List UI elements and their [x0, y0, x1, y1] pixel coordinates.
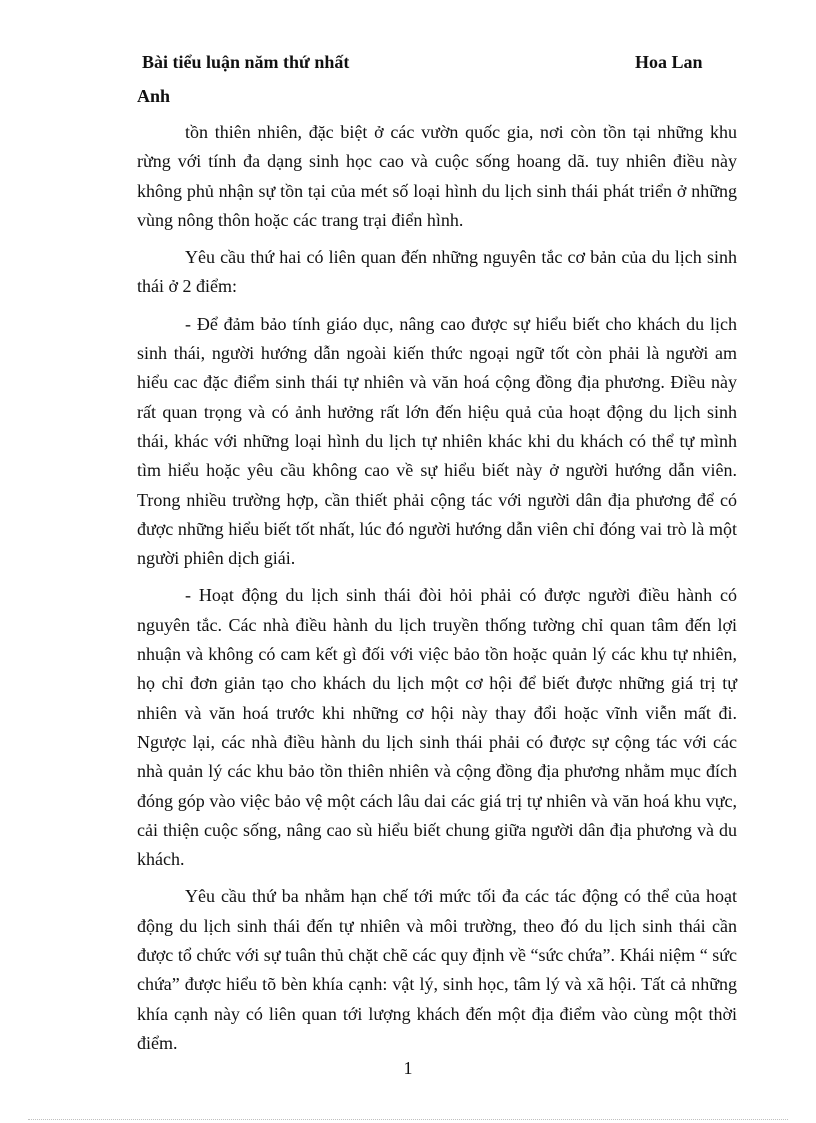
paragraph: tồn thiên nhiên, đặc biệt ở các vườn quốc gia, nơi còn tồn tại những khu rừng với tính đa dạng sinh học cao và cuộc sống hoang dã. tuy nhiên điều này không phủ nhận sự tồn tại của mét số loại hình du lịch sinh thái phát triển ở những vùng nông thôn hoặc các trang trại điển hình.	[137, 122, 737, 230]
paragraph: Yêu cầu thứ hai có liên quan đến những nguyên tắc cơ bản của du lịch sinh thái ở 2 điểm:	[137, 247, 737, 297]
header-title: Bài tiểu luận năm thứ nhất	[142, 52, 350, 72]
header-author-continuation: Anh	[137, 86, 171, 106]
body-text	[137, 118, 737, 1066]
page-number: 1	[403, 1058, 413, 1078]
paragraph: - Để đảm bảo tính giáo dục, nâng cao được sự hiểu biết cho khách du lịch sinh thái, người hướng dẫn ngoài kiến thức ngoại ngữ tốt còn phải là người am hiểu cac đặc điểm sinh thái tự nhiên và văn hoá cộng đồng địa phương. Điều này rất quan trọng và có ảnh hưởng rất lớn đến hiệu quả của hoạt động du lịch sinh thái, khác với những loại hình du lịch tự nhiên khác khi du khách có thể tự mình tìm hiểu hoặc yêu cầu không cao về sự hiểu biết này ở người hướng dẫn viên. Trong nhiều trường hợp, cần thiết phải cộng tác với người dân địa phương để có được những hiểu biết tốt nhất, lúc đó người hướng dẫn viên chỉ đóng vai trò là một người phiên dịch giái.	[137, 313, 737, 569]
page-bottom-divider	[28, 1119, 788, 1120]
paragraph: Yêu cầu thứ ba nhằm hạn chế tới mức tối đa các tác động có thể của hoạt động du lịch sinh thái đến tự nhiên và môi trường, theo đó du lịch sinh thái cần được tổ chức với sự tuân thủ chặt chẽ các quy định về “sức chứa”. Khái niệm “ sức chứa” được hiểu tõ bèn khía cạnh: vật lý, sinh học, tâm lý và xã hội. Tất cả những khía cạnh này có liên quan tới lượng khách đến một địa điểm vào cùng một thời điểm.	[137, 886, 737, 1053]
paragraph: - Hoạt động du lịch sinh thái đòi hỏi phải có được người điều hành có nguyên tắc. Các nhà điều hành du lịch truyền thống tường chỉ quan tâm đến lợi nhuận và không có cam kết gì đối với việc bảo tồn hoặc quản lý các khu tự nhiên, họ chỉ đơn giản tạo cho khách du lịch một cơ hội để biết được những giá trị tự nhiên và văn hoá trước khi những cơ hội này thay đổi hoặc vĩnh viễn mất đi. Ngược lại, các nhà điều hành du lịch sinh thái phải có được sự cộng tác với các nhà quản lý các khu bảo tồn thiên nhiên và cộng đồng địa phương nhằm mục đích đóng góp vào việc bảo vệ một cách lâu dai các giá trị tự nhiên và văn hoá khu vực, cải thiện cuộc sống, nâng cao sù hiểu biết chung giữa người dân địa phương và du khách.	[137, 585, 737, 870]
header-author: Hoa Lan	[635, 52, 703, 72]
